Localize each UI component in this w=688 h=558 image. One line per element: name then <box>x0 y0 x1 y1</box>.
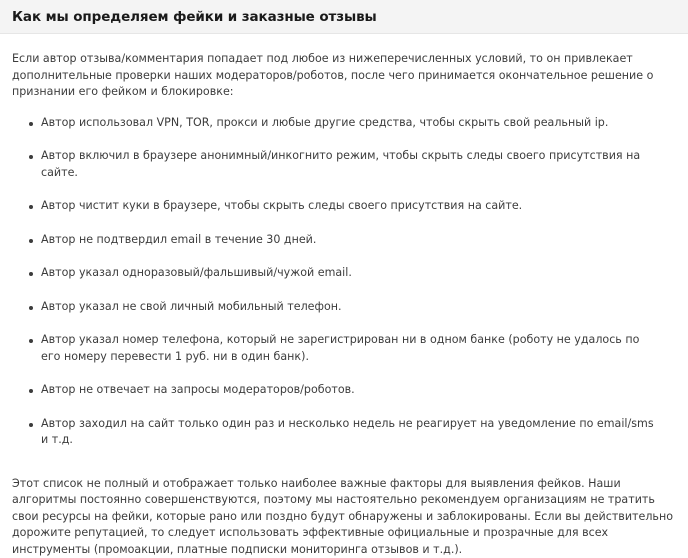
bullet-icon <box>29 122 33 126</box>
outro-paragraph: Этот список не полный и отображает только наиболее важные факторы для выявления фейков. Наши алгоритмы постоянно совершенствуются, поэтому мы настоятельно рекомендуем организациям не тратить свои ресурсы на фейки, которые рано или поздно будут обнаружены и заблокированы. Если вы действительно дорожите репутацией, то следует использовать эффективные официальные и прозрачные для всех инструменты (промоакции, платные подписки мониторинга отзывов и т.д.). <box>12 476 676 558</box>
list-item <box>41 265 676 282</box>
list-item-text: Автор заходил на сайт только один раз и несколько недель не реагирует на уведомление по email/sms и т.д. <box>41 417 654 447</box>
list-item-text: Автор указал не свой личный мобильный телефон. <box>41 300 342 313</box>
section-content <box>0 51 688 558</box>
bullet-icon <box>29 155 33 159</box>
section-title: Как мы определяем фейки и заказные отзывы <box>12 9 377 25</box>
list-item <box>41 416 676 449</box>
bullet-icon <box>29 389 33 393</box>
bullet-icon <box>29 272 33 276</box>
list-item-text: Автор не подтвердил email в течение 30 дней. <box>41 233 316 246</box>
list-item <box>41 232 676 249</box>
list-item-text: Автор указал одноразовый/фальшивый/чужой email. <box>41 266 352 279</box>
list-item <box>41 382 676 399</box>
list-item <box>41 299 676 316</box>
factors-list <box>12 115 676 449</box>
section-header <box>0 0 688 34</box>
list-item <box>41 115 676 132</box>
bullet-icon <box>29 306 33 310</box>
bullet-icon <box>29 205 33 209</box>
bullet-icon <box>29 339 33 343</box>
list-item <box>41 148 676 181</box>
list-item-text: Автор использовал VPN, TOR, прокси и любые другие средства, чтобы скрыть свой реальный ip. <box>41 116 608 129</box>
list-item <box>41 332 676 365</box>
list-item-text: Автор не отвечает на запросы модераторов/роботов. <box>41 383 355 396</box>
list-item <box>41 198 676 215</box>
list-item-text: Автор указал номер телефона, который не зарегистрирован ни в одном банке (роботу не удалось по его номеру перевести 1 руб. ни в один банк). <box>41 333 639 363</box>
list-item-text: Автор включил в браузере анонимный/инкогнито режим, чтобы скрыть следы своего присутствия на сайте. <box>41 149 640 179</box>
intro-paragraph: Если автор отзыва/комментария попадает под любое из нижеперечисленных условий, то он привлекает дополнительные проверки наших модераторов/роботов, после чего принимается окончательное решение о признании его фейком и блокировке: <box>12 51 676 101</box>
list-item-text: Автор чистит куки в браузере, чтобы скрыть следы своего присутствия на сайте. <box>41 199 522 212</box>
bullet-icon <box>29 423 33 427</box>
bullet-icon <box>29 239 33 243</box>
